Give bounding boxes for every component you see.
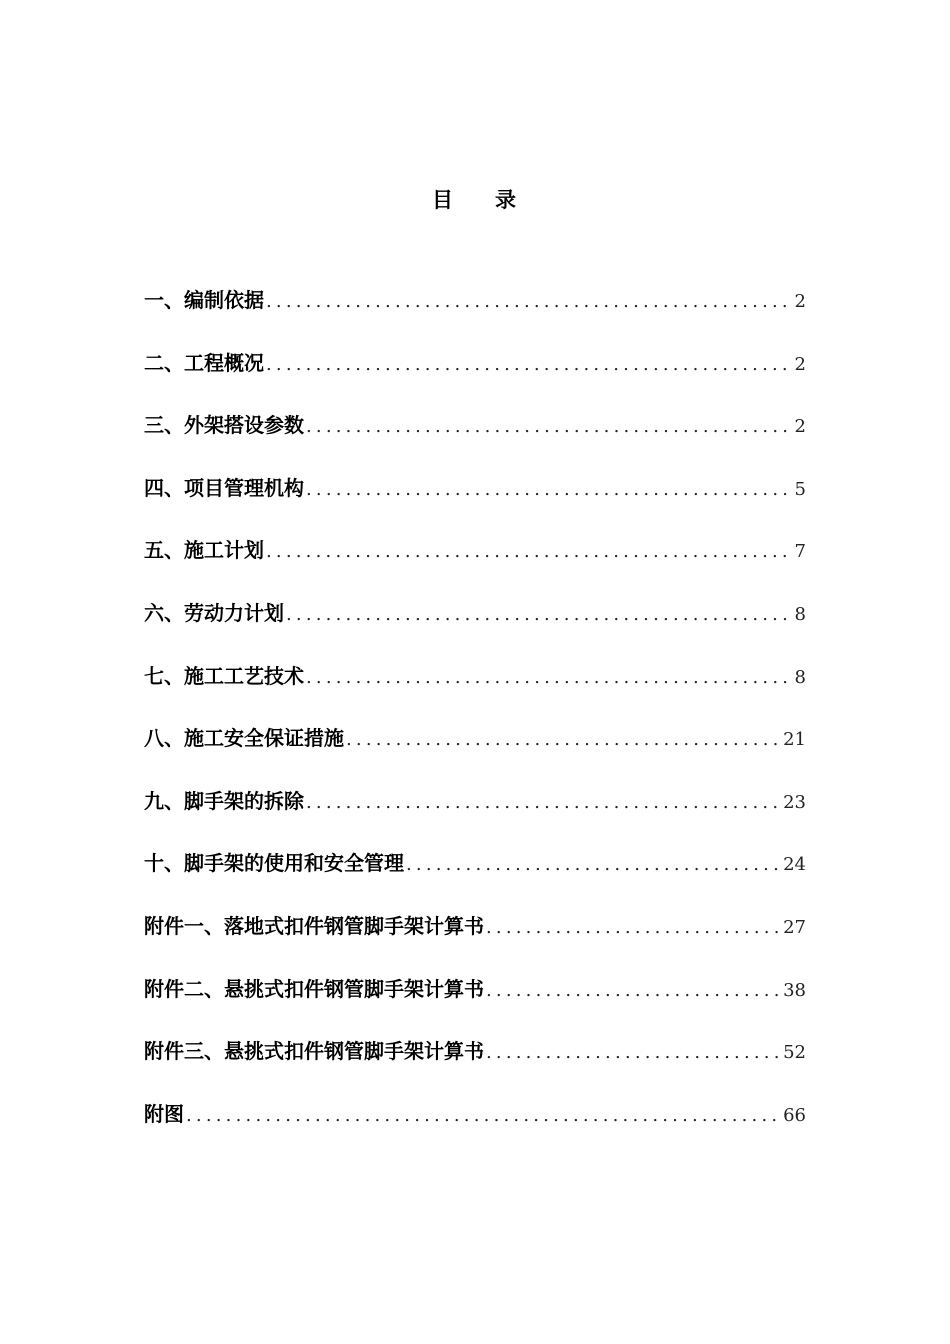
toc-entry-label: 五、施工计划: [144, 538, 264, 563]
toc-entry[interactable]: [144, 1096, 806, 1159]
toc-entry[interactable]: [144, 407, 806, 470]
toc-entry-label: 十、脚手架的使用和安全管理: [144, 851, 404, 876]
toc-entry-label: 一、编制依据: [144, 288, 264, 312]
toc-entry-page: 52: [783, 1042, 806, 1064]
toc-entry-label: 二、工程概况: [144, 350, 264, 375]
toc-entry-label: 九、脚手架的拆除: [144, 788, 304, 813]
toc-entry-page: 7: [794, 541, 806, 563]
toc-leader-dots: [306, 472, 793, 508]
toc-entry-label: 八、施工安全保证措施: [144, 726, 344, 751]
toc-entry[interactable]: [144, 470, 806, 533]
toc-entry-page: 8: [794, 666, 806, 688]
toc-entry-label: 附图: [144, 1101, 184, 1126]
toc-entry-page: 23: [783, 791, 806, 813]
toc-entry[interactable]: [144, 971, 806, 1034]
toc-entry[interactable]: [144, 783, 806, 846]
toc-leader-dots: [266, 534, 793, 570]
toc-leader-dots: [486, 1035, 781, 1071]
toc-leader-dots: [486, 973, 781, 1009]
toc-entry-page: 2: [794, 353, 806, 375]
toc-entry-label: 附件三、悬挑式扣件钢管脚手架计算书: [144, 1039, 484, 1064]
toc-entry[interactable]: [144, 658, 806, 721]
toc-leader-dots: [266, 284, 793, 320]
toc-entry-page: 5: [794, 478, 806, 500]
toc-entry-page: 21: [783, 729, 806, 751]
toc-title-part2: 录: [495, 188, 518, 212]
toc-leader-dots: [346, 722, 781, 758]
toc-leader-dots: [186, 1098, 781, 1134]
toc-entry[interactable]: [144, 1033, 806, 1096]
toc-list: [144, 282, 806, 1158]
toc-entry-page: 2: [794, 291, 806, 312]
toc-entry-page: 38: [783, 979, 806, 1001]
toc-entry-label: 七、施工工艺技术: [144, 663, 304, 688]
toc-entry-label: 附件二、悬挑式扣件钢管脚手架计算书: [144, 976, 484, 1001]
toc-entry-label: 三、外架搭设参数: [144, 413, 304, 438]
toc-entry-page: 27: [783, 916, 806, 938]
toc-leader-dots: [406, 847, 781, 883]
toc-entry-label: 四、项目管理机构: [144, 475, 304, 500]
toc-title-part1: 目: [432, 188, 455, 212]
toc-leader-dots: [306, 660, 793, 696]
toc-entry[interactable]: [144, 908, 806, 971]
toc-entry[interactable]: [144, 720, 806, 783]
toc-entry[interactable]: [144, 595, 806, 658]
toc-title: [0, 182, 950, 218]
toc-entry[interactable]: [144, 282, 806, 345]
toc-entry-label: 附件一、落地式扣件钢管脚手架计算书: [144, 913, 484, 938]
toc-leader-dots: [286, 597, 793, 633]
toc-leader-dots: [306, 785, 781, 821]
toc-entry[interactable]: [144, 845, 806, 908]
toc-leader-dots: [266, 347, 793, 383]
toc-entry[interactable]: [144, 532, 806, 595]
toc-entry[interactable]: [144, 345, 806, 408]
toc-entry-page: 24: [783, 854, 806, 876]
toc-leader-dots: [306, 409, 793, 445]
toc-leader-dots: [486, 910, 781, 946]
toc-entry-page: 8: [794, 603, 806, 625]
toc-entry-label: 六、劳动力计划: [144, 600, 284, 625]
toc-entry-page: 2: [794, 416, 806, 438]
toc-entry-page: 66: [783, 1104, 806, 1126]
